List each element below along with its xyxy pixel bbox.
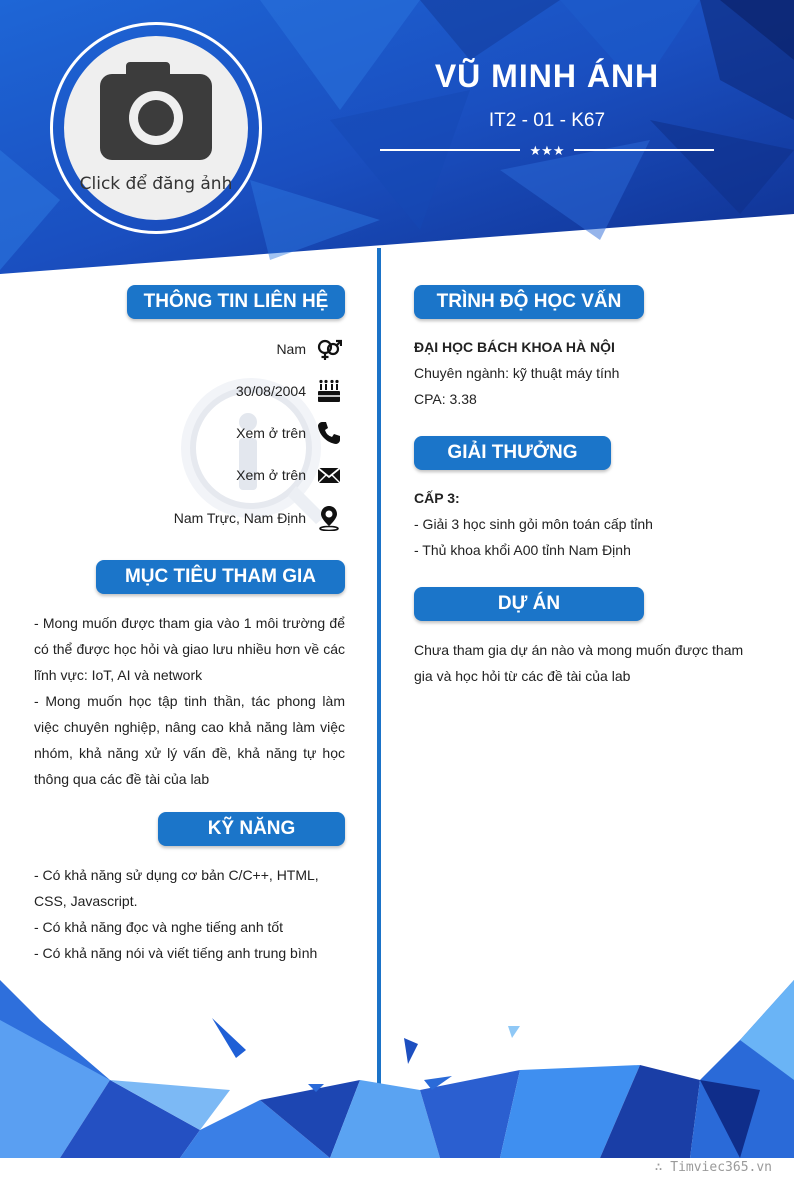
location-pin-icon	[316, 505, 342, 531]
gender-icon	[316, 336, 342, 362]
skills-title: KỸ NĂNG	[158, 812, 345, 846]
gender-value: Nam	[276, 341, 306, 357]
education-text	[414, 334, 754, 412]
skill-line: - Có khả năng đọc và nghe tiếng anh tốt	[34, 919, 284, 935]
stars-divider	[380, 140, 714, 160]
mail-icon	[316, 462, 342, 488]
contact-title: THÔNG TIN LIÊN HỆ	[127, 285, 345, 319]
objective-text	[34, 610, 345, 792]
phone-icon	[316, 420, 342, 446]
birthday-value: 30/08/2004	[235, 383, 306, 399]
photo-upload[interactable]	[64, 36, 248, 220]
candidate-name: VŨ MINH ÁNH	[434, 58, 660, 94]
school-name: ĐẠI HỌC BÁCH KHOA HÀ NỘI	[414, 339, 615, 355]
projects-title: DỰ ÁN	[414, 587, 644, 621]
contact-birthday	[236, 378, 342, 404]
skills-text	[34, 862, 345, 966]
education-title: TRÌNH ĐỘ HỌC VẤN	[414, 285, 644, 319]
contact-phone	[236, 420, 342, 446]
objective-line: - Mong muốn học tập tinh thần, tác phong làm việc chuyên nghiệp, nâng cao khả năng làm việc nhóm, khả năng xử lý vấn đề, khả năng tự học thông qua các đề tài của lab	[34, 693, 345, 787]
footer-background	[0, 980, 794, 1158]
objective-line: - Mong muốn được tham gia vào 1 môi trường để có thể được học hỏi và giao lưu nhiều hơn về các lĩnh vực: IoT, AI và network	[34, 615, 345, 683]
award-line: - Thủ khoa khổi A00 tỉnh Nam Định	[414, 542, 631, 558]
award-line: - Giải 3 học sinh gỏi môn toán cấp tỉnh	[414, 516, 653, 532]
skill-line: - Có khả năng nói và viết tiếng anh trung bình	[34, 945, 318, 961]
photo-caption: Click để đăng ảnh	[79, 174, 233, 194]
phone-value: Xem ở trên	[236, 425, 306, 441]
cake-icon	[316, 378, 342, 404]
contact-gender	[276, 336, 342, 362]
camera-icon	[100, 62, 212, 160]
skill-line: - Có khả năng sử dụng cơ bản C/C++, HTML, CSS, Javascript.	[34, 867, 319, 909]
contact-address	[174, 505, 342, 531]
address-value: Nam Trực, Nam Định	[173, 510, 306, 526]
email-value: Xem ở trên	[236, 467, 306, 483]
objective-title: MỤC TIÊU THAM GIA	[96, 560, 345, 594]
class-code: IT2 - 01 - K67	[488, 110, 606, 131]
star-icon: ★★★	[529, 144, 565, 159]
cpa: CPA: 3.38	[414, 391, 477, 407]
awards-title: GIẢI THƯỞNG	[414, 436, 611, 470]
major: Chuyên ngành: kỹ thuật máy tính	[414, 365, 620, 381]
logo-icon: ∴	[654, 1160, 671, 1175]
contact-email	[236, 462, 342, 488]
award-level: CẤP 3:	[414, 490, 460, 506]
site-watermark	[655, 1160, 772, 1175]
projects-text: Chưa tham gia dự án nào và mong muốn được tham gia và học hỏi từ các đề tài của lab	[414, 642, 744, 684]
site-name: Timviec365.vn	[670, 1160, 772, 1175]
awards-text	[414, 485, 754, 563]
